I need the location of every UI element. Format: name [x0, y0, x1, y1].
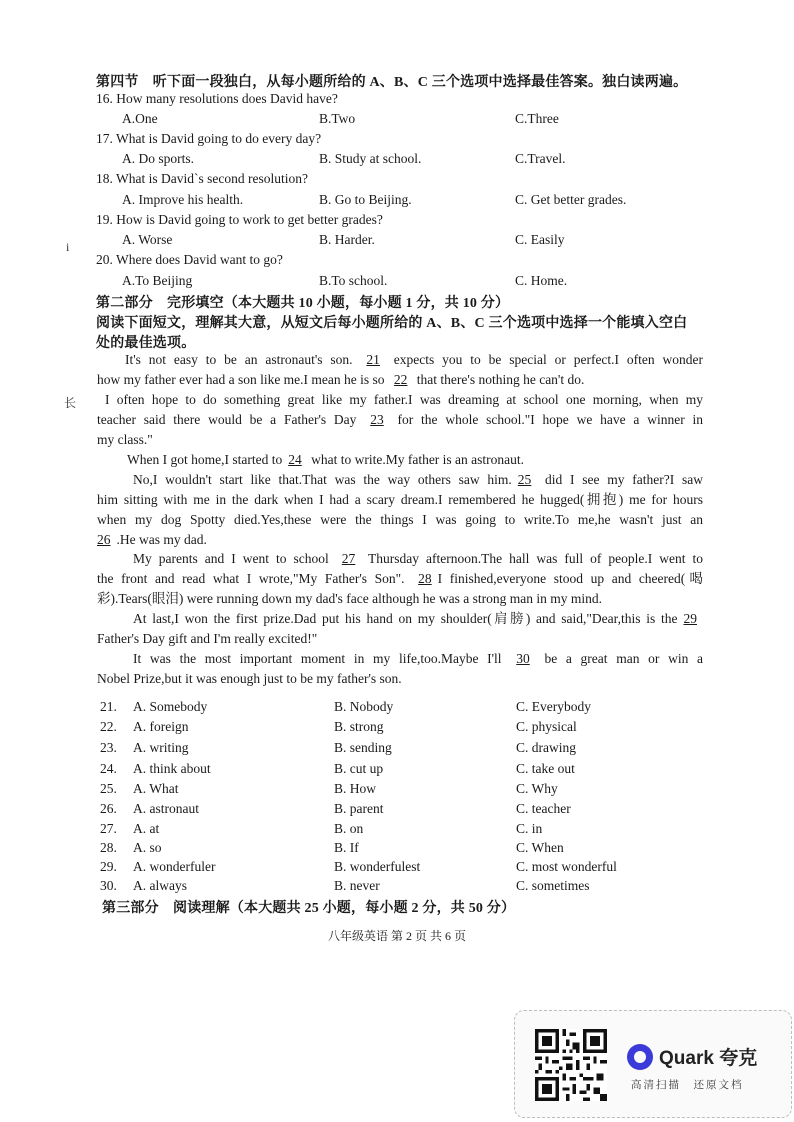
question-19: 19. How is David going to work to get better grades? — [96, 212, 383, 227]
passage-line: when my dog Spotty died.Yes,these were the things I was going to write.To me,he wasn't just an — [97, 512, 703, 527]
q20-option-b: B.To school. — [319, 273, 388, 288]
part3-header: 第三部分 阅读理解（本大题共 25 小题，每小题 2 分，共 50 分） — [102, 901, 516, 916]
passage-line: Nobel Prize,but it was enough just to be my father's son. — [97, 671, 402, 686]
margin-mark: i — [66, 240, 70, 254]
blank-26: 26 — [97, 532, 111, 547]
q18-option-b: B. Go to Beijing. — [319, 192, 412, 207]
blank-28: 28 — [418, 571, 432, 586]
passage-line: the front and read what I wrote,"My Father's Son". 28 I finished,everyone stood up and cheered(喝 — [97, 571, 704, 586]
part2-header: 第二部分 完形填空（本大题共 10 小题，每小题 1 分，共 10 分） — [96, 296, 510, 311]
q19-option-a: A. Worse — [122, 232, 173, 247]
blank-25: 25 — [517, 472, 532, 487]
q20-option-c: C. Home. — [515, 273, 568, 288]
passage-line: It was the most important moment in my life,too.Maybe I'll 30 be a great man or win a — [133, 651, 703, 666]
blank-22: 22 — [393, 372, 408, 387]
q16-option-a: A.One — [122, 111, 158, 126]
passage-line: 26 .He was my dad. — [97, 532, 207, 547]
q16-option-b: B.Two — [319, 111, 356, 126]
passage-line: my class." — [97, 432, 153, 447]
passage-line: No,I wouldn't start like that.That was the way others saw him. 25 did I see my father?I saw — [133, 472, 704, 487]
quark-watermark-badge — [514, 1010, 792, 1118]
q17-option-c: C.Travel. — [515, 151, 566, 166]
passage-line: I often hope to do something great like my father.I was dreaming at school one morning, when my — [105, 392, 703, 407]
blank-21: 21 — [366, 352, 380, 367]
passage-line: 彩).Tears(眼泪) were running down my dad's face although he was a strong man in my mind. — [97, 591, 602, 606]
q17-option-a: A. Do sports. — [122, 151, 195, 166]
passage-line: When I got home,I started to 24 what to write.My father is an astronaut. — [127, 452, 525, 467]
passage-line: My parents and I went to school 27 Thursday afternoon.The hall was full of people.I went to — [133, 551, 704, 566]
question-18: 18. What is David`s second resolution? — [96, 171, 308, 186]
page-footer: 八年级英语 第 2 页 共 6 页 — [327, 929, 466, 943]
quark-brand-name: Quark 夸克 — [659, 1048, 758, 1069]
quark-logo — [627, 1043, 757, 1070]
section4-header: 第四节 听下面一段独白，从每小题所给的 A、B、C 三个选项中选择最佳答案。独白读两遍。 — [96, 75, 688, 90]
q17-option-b: B. Study at school. — [319, 151, 422, 166]
blank-30: 30 — [516, 651, 530, 666]
q19-option-b: B. Harder. — [319, 232, 375, 247]
q18-option-c: C. Get better grades. — [515, 192, 627, 207]
part2-instruction-line2: 处的最佳选项。 — [96, 336, 196, 351]
blank-24: 24 — [288, 452, 302, 467]
question-17: 17. What is David going to do every day? — [96, 131, 322, 146]
passage-line: how my father ever had a son like me.I mean he is so 22 that there's nothing he can't do. — [97, 372, 585, 387]
q20-option-a: A.To Beijing — [122, 273, 193, 288]
part2-instruction-line1: 阅读下面短文，理解其大意，从短文后每小题所给的 A、B、C 三个选项中选择一个能填入空白 — [96, 316, 688, 331]
quark-logo-icon — [627, 1044, 653, 1070]
passage-line: him sitting with me in the dark when I had a scary dream.I remembered he hugged(拥抱) me for hours — [97, 492, 703, 507]
q18-option-a: A. Improve his health. — [122, 192, 244, 207]
exam-page: 第四节 听下面一段独白，从每小题所给的 A、B、C 三个选项中选择最佳答案。独白读两遍。 16. How many resolutions does David have? A.One B.Two C.Three 17. What is David going to do every day? A. Do sports. B. Study at school. C.Travel. 18. What is David`s second resolution? A. Improve his health. B. Go to Beijing. C. Get better grades. 19. How is David going to work to get better grades? A. Worse B. Harder. C. Easily 20. Where does David want to go? A.To Beijing B.To school. C. Home. 第二部分 完形填空（本大题共 10 小题，每小题 1 分，共 10 分） 阅读下面短文，理解其大意，从短文后每小题所给的 A、B、C 三个选项中选择一个能填入空白 处的最佳选项。 It's not easy to be an astronaut's son. 21 expects you to be special or perfect.I often wonder how my father ever had a son like me.I mean he is so 22 that there's nothing he can't do. I often hope to do something great like my father.I was dreaming at school one morning, when my teacher said there would be a Father's Day 23 for the whole school."I hope we have a winner in my class." When I got home,I started to 24 what to write.My father is an astronaut. No,I wouldn't start like that.That was the way others saw him. 25 did I see my father?I saw him sitting with me in the dark when I had a scary dream.I remembered he hugged(拥抱) me for hours when my dog Spotty died.Yes,these were the things I was going to write.To me,he wasn't just an 26 .He was my dad. My parents and I went to school 27 Thursday afternoon.The hall was full of people.I went to the front and read what I wrote,"My Father's Son". 28 I finished,everyone stood up and cheered(喝 彩).Tears(眼泪) were running down my dad's face although he was a strong man in my mind. At last,I won the first prize.Dad put his hand on my shoulder(肩膀) and said,"Dear,this is the 29 Father's Day gift and I'm really excited!" It was the most important moment in my life,too.Maybe I'll 30 be a great man or win a Nobel Prize,but it was enough just to be my father's son. 21. A. Somebody B. Nobody C. Everybody 22. A. foreign B. strong C. physical 23. A. writing B. sending C. drawing 24. A. think about B. cut up C. take out 25. A. What B. How C. Why 26. A. astronaut B. parent C. teacher 27. A. at B. on C. in 28. A. so B. If C. When 29. A. wonderfuler B. wonderfulest C. most wonderful 30. A. always B. never C. sometimes 第三部分 阅读理解（本大题共 25 小题，每小题 2 分，共 50 分） 八年级英语 第 2 页 共 6 页 i 长 Quark 夸克 高清扫描 还原文档 — [0, 0, 794, 1122]
quark-tagline: 高清扫描 还原文档 — [631, 1079, 744, 1091]
q19-option-c: C. Easily — [515, 232, 565, 247]
blank-23: 23 — [370, 412, 384, 427]
qr-code-icon — [535, 1029, 607, 1101]
question-20: 20. Where does David want to go? — [96, 252, 283, 267]
blank-27: 27 — [341, 551, 356, 566]
margin-mark: 长 — [64, 396, 77, 410]
blank-29: 29 — [683, 611, 697, 626]
passage-line: Father's Day gift and I'm really excited!" — [97, 631, 318, 646]
passage-line: At last,I won the first prize.Dad put his hand on my shoulder(肩膀) and said,"Dear,this is the 29 — [97, 609, 703, 629]
question-16: 16. How many resolutions does David have? — [96, 91, 338, 106]
passage-line: It's not easy to be an astronaut's son. 21 expects you to be special or perfect.I often wonder — [125, 352, 704, 367]
passage-line: teacher said there would be a Father's Day 23 for the whole school."I hope we have a winner in — [97, 412, 703, 427]
q16-option-c: C.Three — [515, 111, 559, 126]
